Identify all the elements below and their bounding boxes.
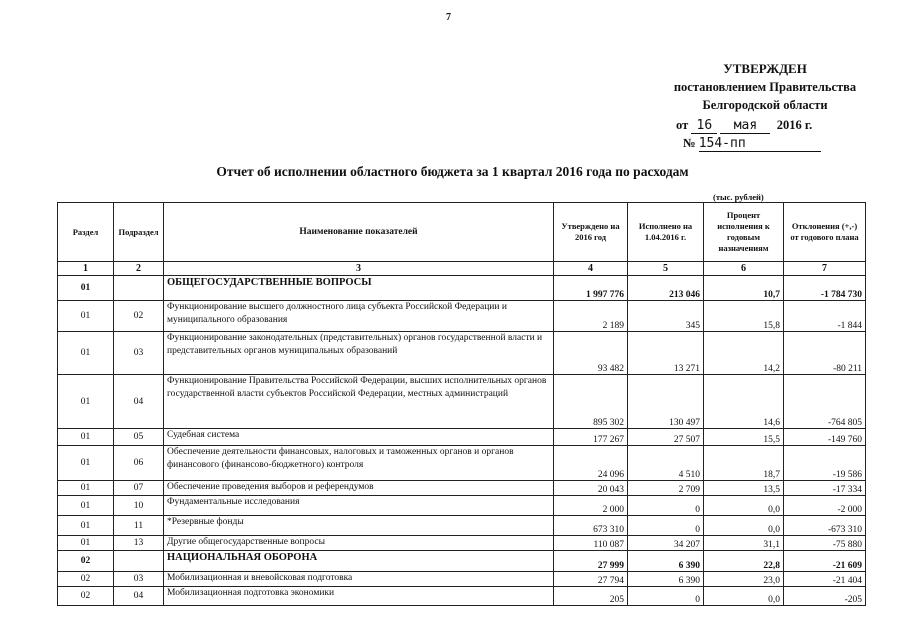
document-number: 154-пп <box>699 137 821 152</box>
number-prefix: № <box>683 136 696 150</box>
header-executed: Исполнено на 1.04.2016 г. <box>628 203 704 262</box>
cell-section: 02 <box>58 551 114 572</box>
table-row <box>58 481 866 496</box>
cell-subsection <box>114 276 164 301</box>
cell-deviation: -2 000 <box>784 496 866 516</box>
cell-percent: 22,8 <box>704 551 784 572</box>
cell-approved: 27 999 <box>554 551 628 572</box>
column-number: 4 <box>554 262 628 276</box>
table-row <box>58 496 866 516</box>
cell-subsection: 03 <box>114 572 164 587</box>
cell-percent: 0,0 <box>704 496 784 516</box>
date-prefix: от <box>676 118 689 132</box>
cell-approved: 24 096 <box>554 446 628 481</box>
cell-deviation: -75 880 <box>784 536 866 551</box>
cell-deviation: -149 760 <box>784 429 866 446</box>
approval-stamp <box>630 60 860 114</box>
table-row <box>58 429 866 446</box>
cell-section: 01 <box>58 496 114 516</box>
cell-approved: 110 087 <box>554 536 628 551</box>
date-year: 2016 г. <box>776 118 813 132</box>
cell-percent: 0,0 <box>704 587 784 606</box>
cell-executed: 0 <box>628 587 704 606</box>
cell-percent: 14,6 <box>704 375 784 429</box>
cell-name: Функционирование высшего должностного лица субъекта Российской Федерации и муниципального образования <box>164 301 554 332</box>
cell-percent: 15,5 <box>704 429 784 446</box>
cell-percent: 15,8 <box>704 301 784 332</box>
cell-executed: 213 046 <box>628 276 704 301</box>
report-title: Отчет об исполнении областного бюджета за 1 квартал 2016 года по расходам <box>216 164 689 179</box>
cell-percent: 13,5 <box>704 481 784 496</box>
cell-executed: 0 <box>628 496 704 516</box>
cell-section: 01 <box>58 481 114 496</box>
cell-deviation: -205 <box>784 587 866 606</box>
table-row <box>58 551 866 572</box>
cell-section: 01 <box>58 276 114 301</box>
column-number: 5 <box>628 262 704 276</box>
table-row <box>58 536 866 551</box>
column-number: 3 <box>164 262 554 276</box>
header-section: Раздел <box>58 203 114 262</box>
cell-approved: 1 997 776 <box>554 276 628 301</box>
cell-deviation: -764 805 <box>784 375 866 429</box>
cell-subsection <box>114 551 164 572</box>
cell-subsection: 10 <box>114 496 164 516</box>
approval-date <box>676 118 812 134</box>
cell-subsection: 04 <box>114 375 164 429</box>
table-row <box>58 572 866 587</box>
cell-subsection: 11 <box>114 516 164 536</box>
cell-name: Другие общегосударственные вопросы <box>164 536 554 551</box>
cell-percent: 31,1 <box>704 536 784 551</box>
approval-number <box>683 136 821 152</box>
cell-executed: 6 390 <box>628 551 704 572</box>
cell-name: Обеспечение деятельности финансовых, налоговых и таможенных органов и органов финансового (финансово-бюджетного) контроля <box>164 446 554 481</box>
cell-percent: 0,0 <box>704 516 784 536</box>
cell-name: Функционирование Правительства Российской Федерации, высших исполнительных органов государственной власти субъектов Российской Федерации, местных администраций <box>164 375 554 429</box>
cell-approved: 2 189 <box>554 301 628 332</box>
cell-deviation: -673 310 <box>784 516 866 536</box>
header-name: Наименование показателей <box>164 203 554 262</box>
budget-table <box>57 202 866 606</box>
column-number: 1 <box>58 262 114 276</box>
approval-line-2: постановлением Правительства <box>673 80 857 94</box>
cell-approved: 673 310 <box>554 516 628 536</box>
cell-section: 02 <box>58 572 114 587</box>
cell-subsection: 06 <box>114 446 164 481</box>
cell-subsection: 07 <box>114 481 164 496</box>
cell-deviation: -1 844 <box>784 301 866 332</box>
cell-percent: 18,7 <box>704 446 784 481</box>
header-approved: Утверждено на 2016 год <box>554 203 628 262</box>
cell-executed: 2 709 <box>628 481 704 496</box>
cell-approved: 895 302 <box>554 375 628 429</box>
cell-name: Обеспечение проведения выборов и референдумов <box>164 481 554 496</box>
cell-subsection: 03 <box>114 332 164 375</box>
header-deviation: Отклонения (+,-) от годового плана <box>784 203 866 262</box>
cell-name: ОБЩЕГОСУДАРСТВЕННЫЕ ВОПРОСЫ <box>164 276 554 301</box>
table-body <box>58 276 866 606</box>
cell-section: 01 <box>58 375 114 429</box>
cell-subsection: 04 <box>114 587 164 606</box>
date-month: мая <box>720 119 770 134</box>
cell-executed: 0 <box>628 516 704 536</box>
cell-section: 01 <box>58 332 114 375</box>
table-row <box>58 446 866 481</box>
cell-subsection: 05 <box>114 429 164 446</box>
cell-name: НАЦИОНАЛЬНАЯ ОБОРОНА <box>164 551 554 572</box>
cell-section: 01 <box>58 446 114 481</box>
cell-approved: 2 000 <box>554 496 628 516</box>
cell-section: 01 <box>58 536 114 551</box>
cell-section: 01 <box>58 301 114 332</box>
cell-approved: 205 <box>554 587 628 606</box>
cell-deviation: -17 334 <box>784 481 866 496</box>
cell-approved: 27 794 <box>554 572 628 587</box>
cell-deviation: -21 609 <box>784 551 866 572</box>
cell-executed: 4 510 <box>628 446 704 481</box>
column-number: 7 <box>784 262 866 276</box>
cell-section: 01 <box>58 516 114 536</box>
cell-deviation: -80 211 <box>784 332 866 375</box>
cell-approved: 177 267 <box>554 429 628 446</box>
approval-line-3: Белгородской области <box>702 98 828 112</box>
cell-deviation: -21 404 <box>784 572 866 587</box>
cell-deviation: -19 586 <box>784 446 866 481</box>
cell-executed: 130 497 <box>628 375 704 429</box>
cell-executed: 27 507 <box>628 429 704 446</box>
cell-percent: 14,2 <box>704 332 784 375</box>
column-number-row <box>58 262 866 276</box>
cell-name: *Резервные фонды <box>164 516 554 536</box>
cell-executed: 6 390 <box>628 572 704 587</box>
cell-name: Судебная система <box>164 429 554 446</box>
cell-percent: 23,0 <box>704 572 784 587</box>
table-row <box>58 301 866 332</box>
cell-executed: 345 <box>628 301 704 332</box>
cell-name: Фундаментальные исследования <box>164 496 554 516</box>
table-header-row <box>58 203 866 262</box>
table-row <box>58 375 866 429</box>
approval-line-1: УТВЕРЖДЕН <box>723 61 807 76</box>
column-number: 2 <box>114 262 164 276</box>
cell-section: 02 <box>58 587 114 606</box>
units-label: (тыс. рублей) <box>713 192 764 202</box>
table-row <box>58 516 866 536</box>
cell-executed: 34 207 <box>628 536 704 551</box>
cell-name: Мобилизационная подготовка экономики <box>164 587 554 606</box>
cell-approved: 93 482 <box>554 332 628 375</box>
header-subsection: Подраздел <box>114 203 164 262</box>
table-row <box>58 332 866 375</box>
cell-deviation: -1 784 730 <box>784 276 866 301</box>
header-percent: Процент исполнения к годовым назначениям <box>704 203 784 262</box>
cell-percent: 10,7 <box>704 276 784 301</box>
table-row <box>58 276 866 301</box>
table-row <box>58 587 866 606</box>
page-number: 7 <box>446 12 451 23</box>
cell-approved: 20 043 <box>554 481 628 496</box>
cell-subsection: 13 <box>114 536 164 551</box>
cell-section: 01 <box>58 429 114 446</box>
cell-name: Функционирование законодательных (представительных) органов государственной власти и представительных органов муниципальных образований <box>164 332 554 375</box>
date-day: 16 <box>691 119 717 134</box>
column-number: 6 <box>704 262 784 276</box>
cell-executed: 13 271 <box>628 332 704 375</box>
cell-name: Мобилизационная и вневойсковая подготовка <box>164 572 554 587</box>
cell-subsection: 02 <box>114 301 164 332</box>
